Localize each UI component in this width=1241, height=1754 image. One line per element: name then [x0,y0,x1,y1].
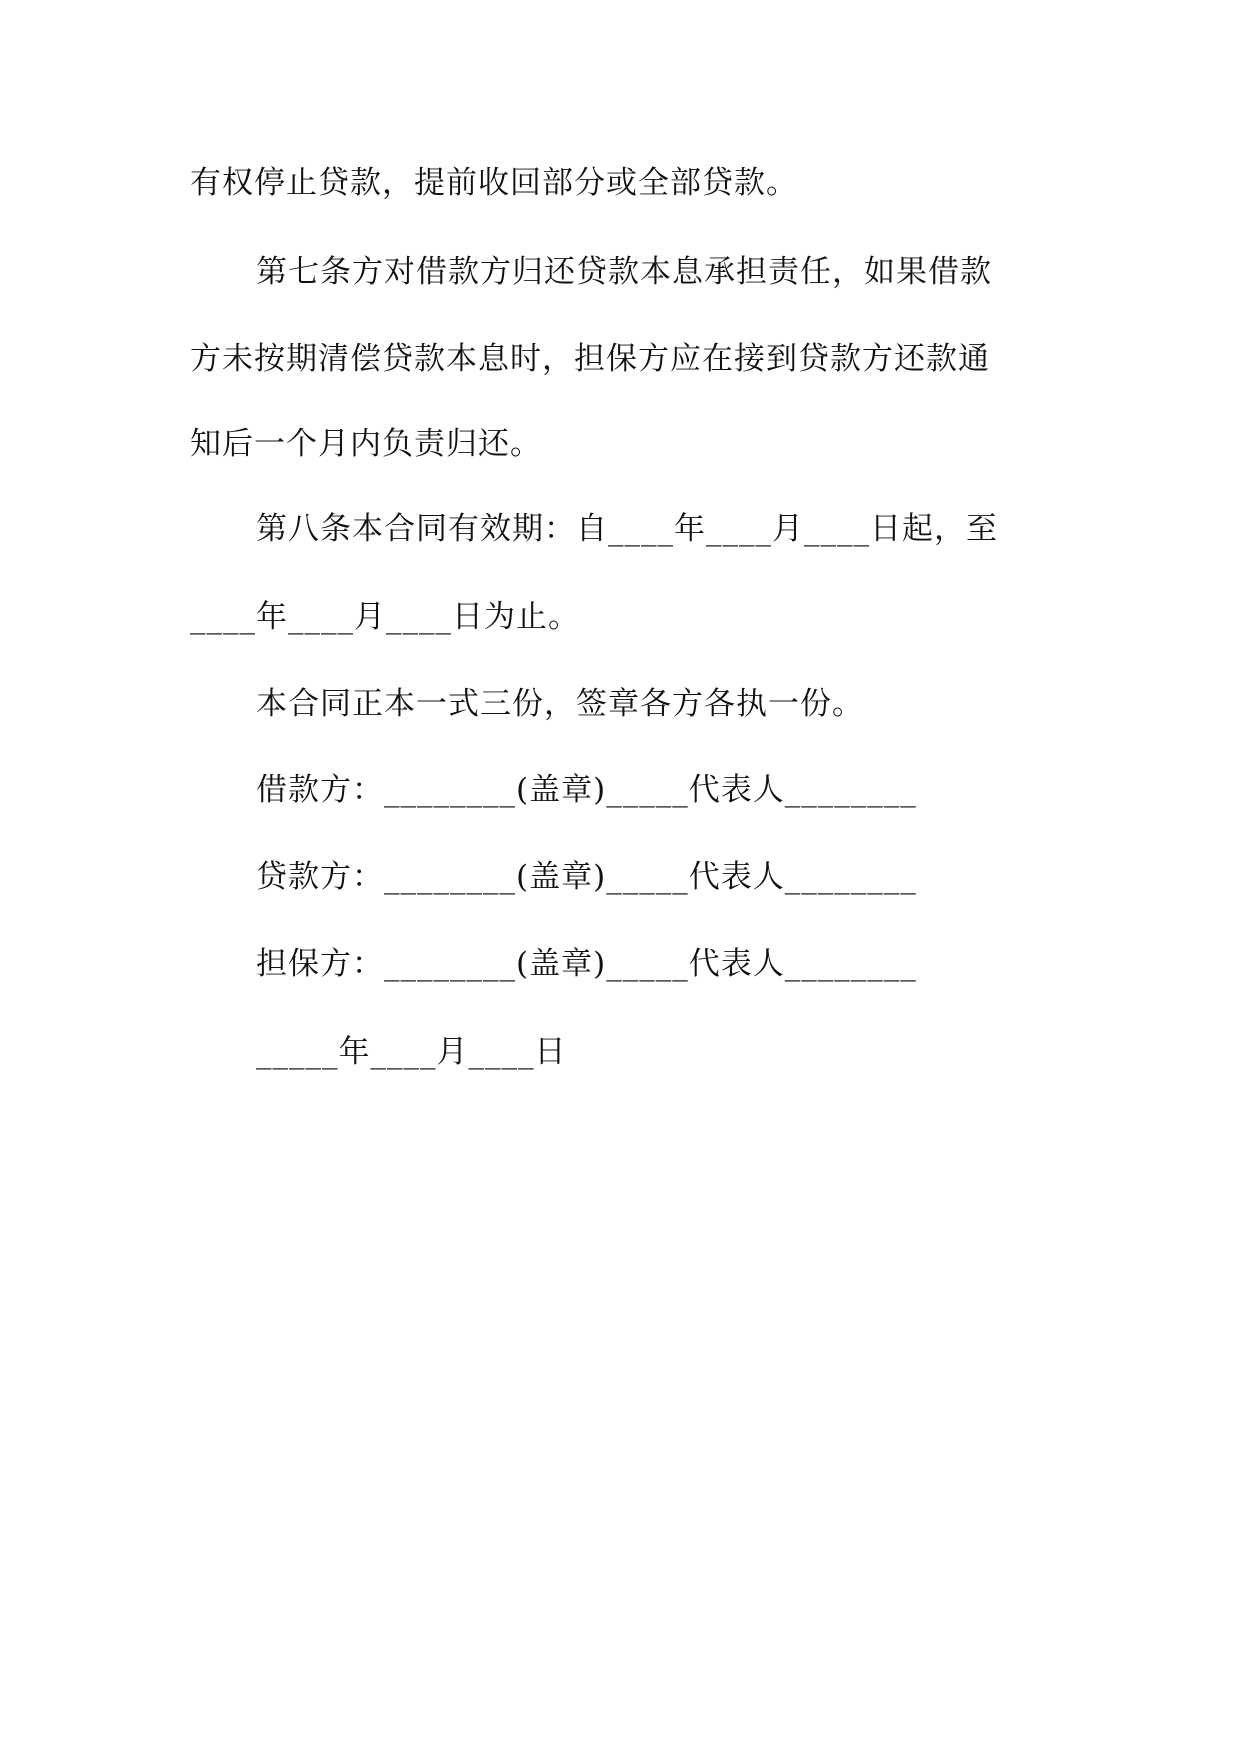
date-line: _____年____月____日 [256,1034,567,1070]
guarantor-signature-line: 担保方：________(盖章)_____代表人________ [256,946,917,982]
article-7-line-2: 方未按期清偿贷款本息时，担保方应在接到贷款方还款通 [190,341,990,377]
article-7-line-1: 第七条方对借款方归还贷款本息承担责任，如果借款 [256,254,992,290]
article-8-line-1: 第八条本合同有效期：自____年____月____日起，至 [256,511,998,547]
article-7-line-3: 知后一个月内负责归还。 [190,426,542,462]
copies-clause: 本合同正本一式三份，签章各方各执一份。 [256,686,864,722]
borrower-signature-line: 借款方：________(盖章)_____代表人________ [256,772,917,808]
text-line-continuation: 有权停止贷款，提前收回部分或全部贷款。 [190,165,798,201]
lender-signature-line: 贷款方：________(盖章)_____代表人________ [256,859,917,895]
article-8-line-2: ____年____月____日为止。 [190,599,580,635]
